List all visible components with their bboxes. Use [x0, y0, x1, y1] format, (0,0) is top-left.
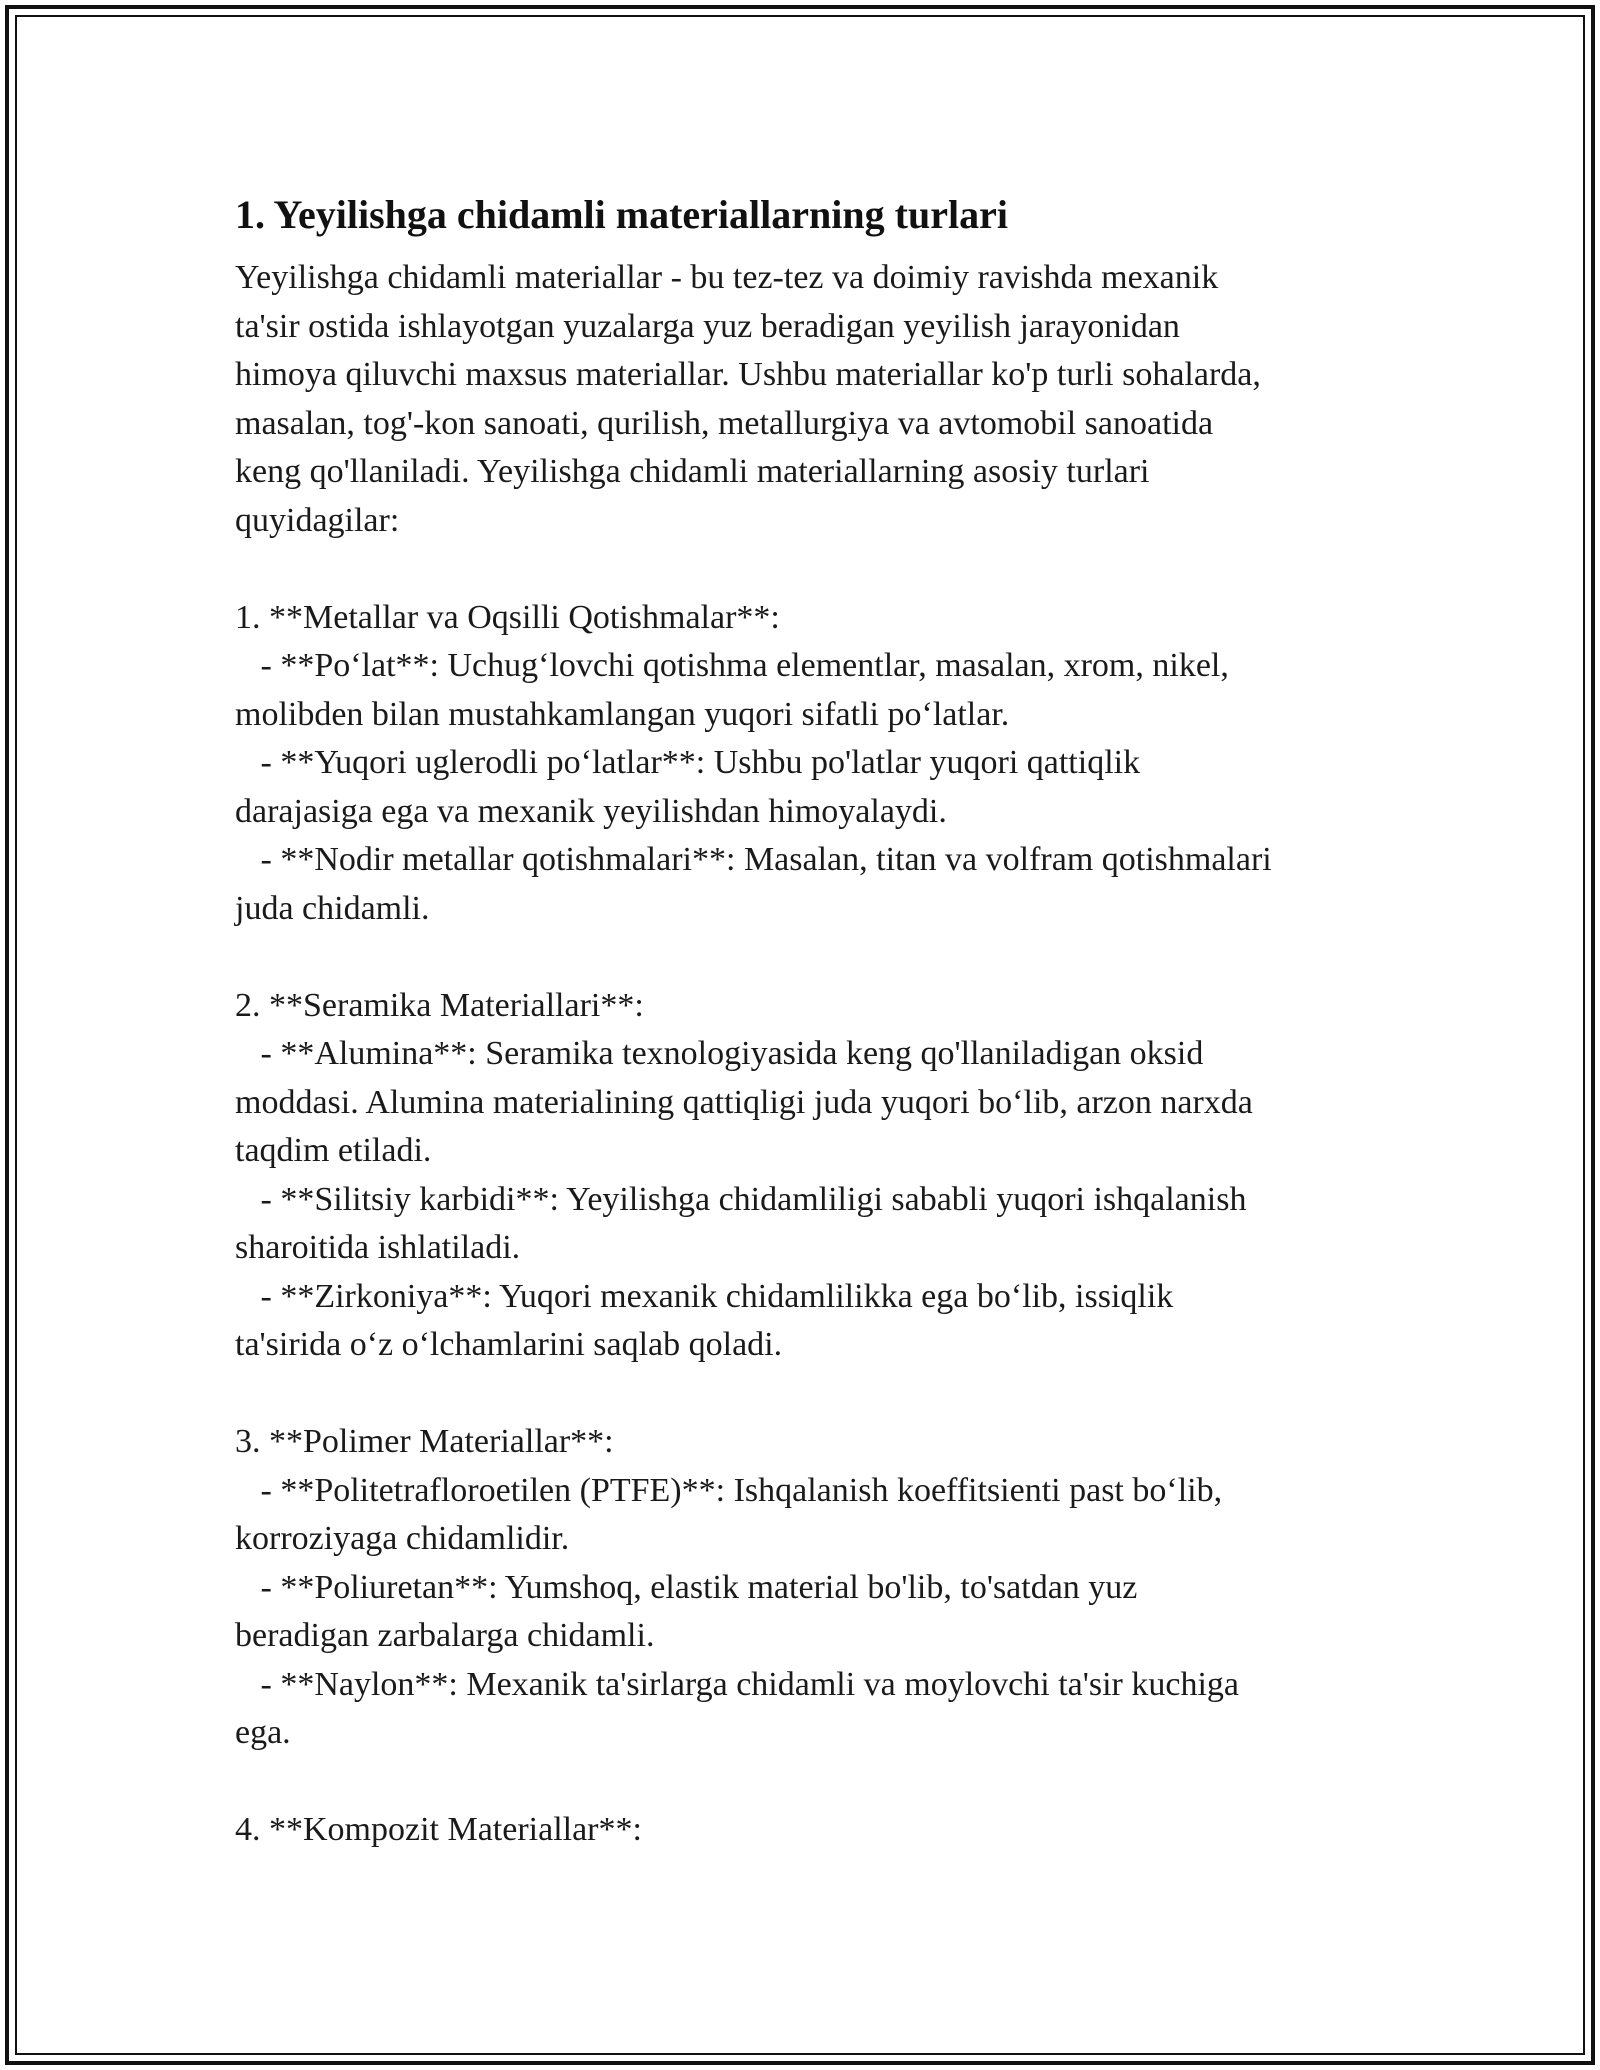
section-heading: 1. Yeyilishga chidamli materiallarning turlari — [235, 192, 1008, 237]
section-body-text: Yeyilishga chidamli materiallar - bu tez-tez va doimiy ravishda mexanik ta'sir ostida ishlayotgan yuzalarga yuz beradigan yeyilish jarayonidan himoya qiluvchi maxsus materiallar. Ushbu materiallar ko'p turli sohalarda, masalan, tog'-kon sanoati, qurilish, metallurgiya va avtomobil sanoatida keng qo'llaniladi. Yeyilishga chidamli materiallarning asosiy turlari quyidagilar: 1. **Metallar va Oqsilli Qotishmalar**: - **Po‘lat**: Uchug‘lovchi qotishma elementlar, masalan, xrom, nikel, molibden bilan mustahkamlangan yuqori sifatli po‘latlar. - **Yuqori uglerodli po‘latlar**: Ushbu po'latlar yuqori qattiqlik darajasiga ega va mexanik yeyilishdan himoyalaydi. - **Nodir metallar qotishmalari**: Masalan, titan va volfram qotishmalari juda chidamli. 2. **Seramika Materiallari**: - **Alumina**: Seramika texnologiyasida keng qo'llaniladigan oksid moddasi. Alumina materialining qattiqligi juda yuqori bo‘lib, arzon narxda taqdim etiladi. - **Silitsiy karbidi**: Yeyilishga chidamliligi sababli yuqori ishqalanish sharoitida ishlatiladi. - **Zirkoniya**: Yuqori mexanik chidamlilikka ega bo‘lib, issiqlik ta'sirida o‘z o‘lchamlarini saqlab qoladi. 3. **Polimer Materiallar**: - **Politetrafloroetilen (PTFE)**: Ishqalanish koeffitsienti past bo‘lib, korroziyaga chidamlidir. - **Poliuretan**: Yumshoq, elastik material bo'lib, to'satdan yuz beradigan zarbalarga chidamli. - **Naylon**: Mexanik ta'sirlarga chidamli va moylovchi ta'sir kuchiga ega. 4. **Kompozit Materiallar**: — [235, 259, 1272, 1848]
document-content — [235, 188, 1395, 1855]
